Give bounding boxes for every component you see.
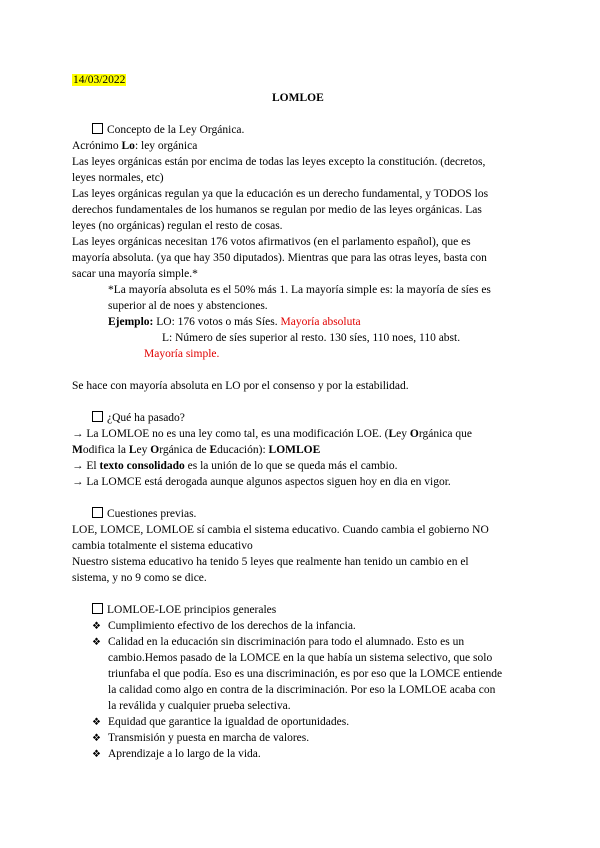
plain-text: ey <box>396 428 410 440</box>
plain-text: rgánica de <box>159 444 210 456</box>
checkbox-icon <box>92 507 103 518</box>
acronym-suffix: : ley orgánica <box>134 140 198 152</box>
paragraph-line: leyes normales, etc) <box>72 172 164 184</box>
arrow-line <box>72 458 397 474</box>
list-item <box>92 618 356 635</box>
plain-text: es la unión de lo que se queda más el cambio. <box>184 460 398 472</box>
acronym-prefix: Acrónimo <box>72 140 122 152</box>
paragraph-line: LOE, LOMCE, LOMLOE sí cambia el sistema educativo. Cuando cambia el gobierno NO <box>72 524 489 536</box>
paragraph-line: sistema, y no 9 como se dice. <box>72 572 207 584</box>
list-item <box>92 730 309 747</box>
example-l-line: L: Número de síes superior al resto. 130 síes, 110 noes, 110 abst. <box>162 332 461 344</box>
note-line: superior al de noes y abstenciones. <box>108 300 268 312</box>
paragraph-line: Nuestro sistema educativo ha tenido 5 leyes que realmente han tenido un cambio en el <box>72 556 469 568</box>
section-principios-heading <box>92 602 276 618</box>
list-item-continued: triunfaba el que podía. Eso es una discriminación, es por eso que la LOMCE entiende <box>108 668 503 680</box>
mayoria-absoluta-text: Mayoría absoluta <box>280 316 361 328</box>
section-que-ha-pasado-heading <box>92 410 185 426</box>
plain-text: ducación): <box>217 444 269 456</box>
bold-letter: E <box>209 444 218 456</box>
paragraph-line: cambia totalmente el sistema educativo <box>72 540 253 552</box>
list-item-text: Cumplimiento efectivo de los derechos de la infancia. <box>108 620 356 632</box>
note-line: *La mayoría absoluta es el 50% más 1. La mayoría simple es: la mayoría de síes es <box>108 284 491 296</box>
plain-text: ey <box>136 444 151 456</box>
diamond-bullet-icon: ❖ <box>92 717 101 728</box>
section-heading-text: Cuestiones previas. <box>107 508 197 520</box>
plain-text: odifica la <box>82 444 129 456</box>
mayoria-simple-text: Mayoría simple. <box>144 348 220 360</box>
section-heading-text: LOMLOE-LOE principios generales <box>107 604 277 616</box>
section-heading-text: Concepto de la Ley Orgánica. <box>107 124 245 136</box>
bold-letter: M <box>72 444 83 456</box>
list-item-text: Transmisión y puesta en marcha de valores. <box>108 732 310 744</box>
paragraph-line: sacar una mayoría simple.* <box>72 268 198 280</box>
section-cuestiones-heading <box>92 506 196 522</box>
bold-letter: L <box>388 428 397 440</box>
example-lo-text: LO: 176 votos o más Síes. <box>153 316 281 328</box>
list-item-text: Calidad en la educación sin discriminación para todo el alumnado. Esto es un <box>108 636 465 648</box>
diamond-bullet-icon: ❖ <box>92 621 101 632</box>
list-item <box>92 714 349 731</box>
list-item <box>92 746 261 763</box>
arrow-text: → La LOMLOE no es una ley como tal, es una modificación LOE. ( <box>72 428 389 440</box>
example-line <box>108 314 361 330</box>
diamond-bullet-icon: ❖ <box>92 749 101 760</box>
section-concepto-heading <box>92 122 244 138</box>
paragraph-line: mayoría absoluta. (ya que hay 350 diputados). Mientras que para las otras leyes, basta con <box>72 252 487 264</box>
arrow-line <box>72 426 472 442</box>
list-item-continued: la calidad como algo en contra de la discriminación. Por eso la LOMLOE acaba con <box>108 684 496 696</box>
checkbox-icon <box>92 123 103 134</box>
paragraph-line: Las leyes orgánicas regulan ya que la educación es un derecho fundamental, y TODOS los <box>72 188 489 200</box>
diamond-bullet-icon: ❖ <box>92 637 101 648</box>
lomloe-bold: LOMLOE <box>268 444 321 456</box>
paragraph-line: leyes (no orgánicas) regulan el resto de cosas. <box>72 220 283 232</box>
arrow-text: → El <box>72 460 100 472</box>
date-highlight: 14/03/2022 <box>73 74 126 86</box>
arrow-line: → La LOMCE está derogada aunque algunos aspectos siguen hoy en dia en vigor. <box>72 476 451 488</box>
texto-consolidado-bold: texto consolidado <box>99 460 185 472</box>
conclusion-line: Se hace con mayoría absoluta en LO por el consenso y por la estabilidad. <box>72 380 409 392</box>
plain-text: rgánica que <box>418 428 472 440</box>
list-item-continued: la reválida y cualquier prueba selectiva. <box>108 700 291 712</box>
checkbox-icon <box>92 411 103 422</box>
bold-letter: L <box>128 444 137 456</box>
document-title: LOMLOE <box>272 92 324 104</box>
bold-letter: O <box>409 428 419 440</box>
example-label: Ejemplo: <box>108 316 154 328</box>
paragraph-line: Las leyes orgánicas están por encima de todas las leyes excepto la constitución. (decretos, <box>72 156 486 168</box>
paragraph-line: Las leyes orgánicas necesitan 176 votos afirmativos (en el parlamento español), que es <box>72 236 471 248</box>
date-line <box>72 72 126 88</box>
list-item <box>92 634 464 651</box>
arrow-line-continued <box>72 442 320 458</box>
bold-letter: O <box>150 444 160 456</box>
paragraph-line: derechos fundamentales de los humanos se regulan por medio de las leyes orgánicas. Las <box>72 204 482 216</box>
list-item-text: Equidad que garantice la igualdad de oportunidades. <box>108 716 350 728</box>
checkbox-icon <box>92 603 103 614</box>
diamond-bullet-icon: ❖ <box>92 733 101 744</box>
list-item-continued: cambio.Hemos pasado de la LOMCE en la que había un sistema selectivo, que solo <box>108 652 493 664</box>
acronym-line <box>72 138 197 154</box>
list-item-text: Aprendizaje a lo largo de la vida. <box>108 748 261 760</box>
acronym-bold: Lo <box>121 140 135 152</box>
section-heading-text: ¿Qué ha pasado? <box>107 412 185 424</box>
